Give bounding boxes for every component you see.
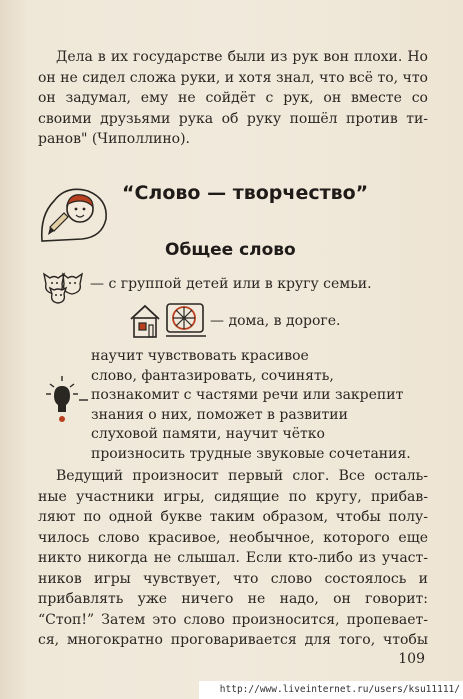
rules-line: чилось слово красивое, необычное, которого еще xyxy=(38,529,428,546)
intro-paragraph xyxy=(38,47,428,150)
rules-line: ные участники игры, сидящие по кругу, прибав- xyxy=(38,488,428,505)
source-url-watermark: http://www.liveinternet.ru/users/ksu11111/ xyxy=(199,681,463,699)
game-title: Общее слово xyxy=(165,240,296,260)
rules-line: никто никогда не слышал. Если кто-либо из участ- xyxy=(38,550,428,566)
rules-line: ников игры чувствует, что слово состоялось и xyxy=(38,570,428,587)
lightbulb-question-icon xyxy=(40,372,88,424)
train-icon xyxy=(164,300,208,340)
cats-group-icon xyxy=(38,262,88,304)
girl-writing-icon xyxy=(36,175,114,247)
intro-line: он задумал, ему не сойдёт с рук, он вместе со xyxy=(38,90,428,106)
rules-paragraph xyxy=(38,466,428,651)
benefit-line: научит чувствовать красивое xyxy=(91,348,309,364)
intro-line: Дела в их государстве были из рук вон плохи. Но xyxy=(56,49,428,65)
section-title: “Слово — творчество” xyxy=(122,182,369,204)
benefit-line: слово, фантазировать, сочинять, xyxy=(91,367,334,384)
benefit-line: слуховой памяти, научит чётко xyxy=(91,426,325,442)
benefit-line: произносить трудные звуковые сочетания. xyxy=(91,445,411,462)
intro-line: своими друзьями рука об руку пошёл против ти- xyxy=(38,110,428,127)
where-text: — дома, в дороге. xyxy=(210,313,341,329)
benefit-line: знания о них, поможет в развитии xyxy=(91,406,348,423)
benefit-line: познакомит с частями речи или закрепит xyxy=(91,387,404,403)
rules-line: ляют по одной букве таким образом, чтобы полу- xyxy=(38,509,428,525)
intro-line: ранов" (Чиполлино). xyxy=(38,131,191,147)
rules-line: Ведущий произносит первый слог. Все осталь- xyxy=(56,468,428,484)
house-icon xyxy=(128,303,162,339)
with-whom-text: — с группой детей или в кругу семьи. xyxy=(90,276,372,292)
rules-line: прибавлять уже ничего не надо, он говорит: xyxy=(38,591,428,607)
page-number: 109 xyxy=(398,651,425,667)
benefit-paragraph xyxy=(91,347,421,464)
rules-line: ся, многократно проговаривается для того, чтобы xyxy=(38,632,428,648)
rules-line: “Стоп!” Затем это слово произносится, пропевает- xyxy=(38,611,428,628)
intro-line: он не сидел сложа руки, и хотя знал, что всё то, что xyxy=(38,69,428,86)
